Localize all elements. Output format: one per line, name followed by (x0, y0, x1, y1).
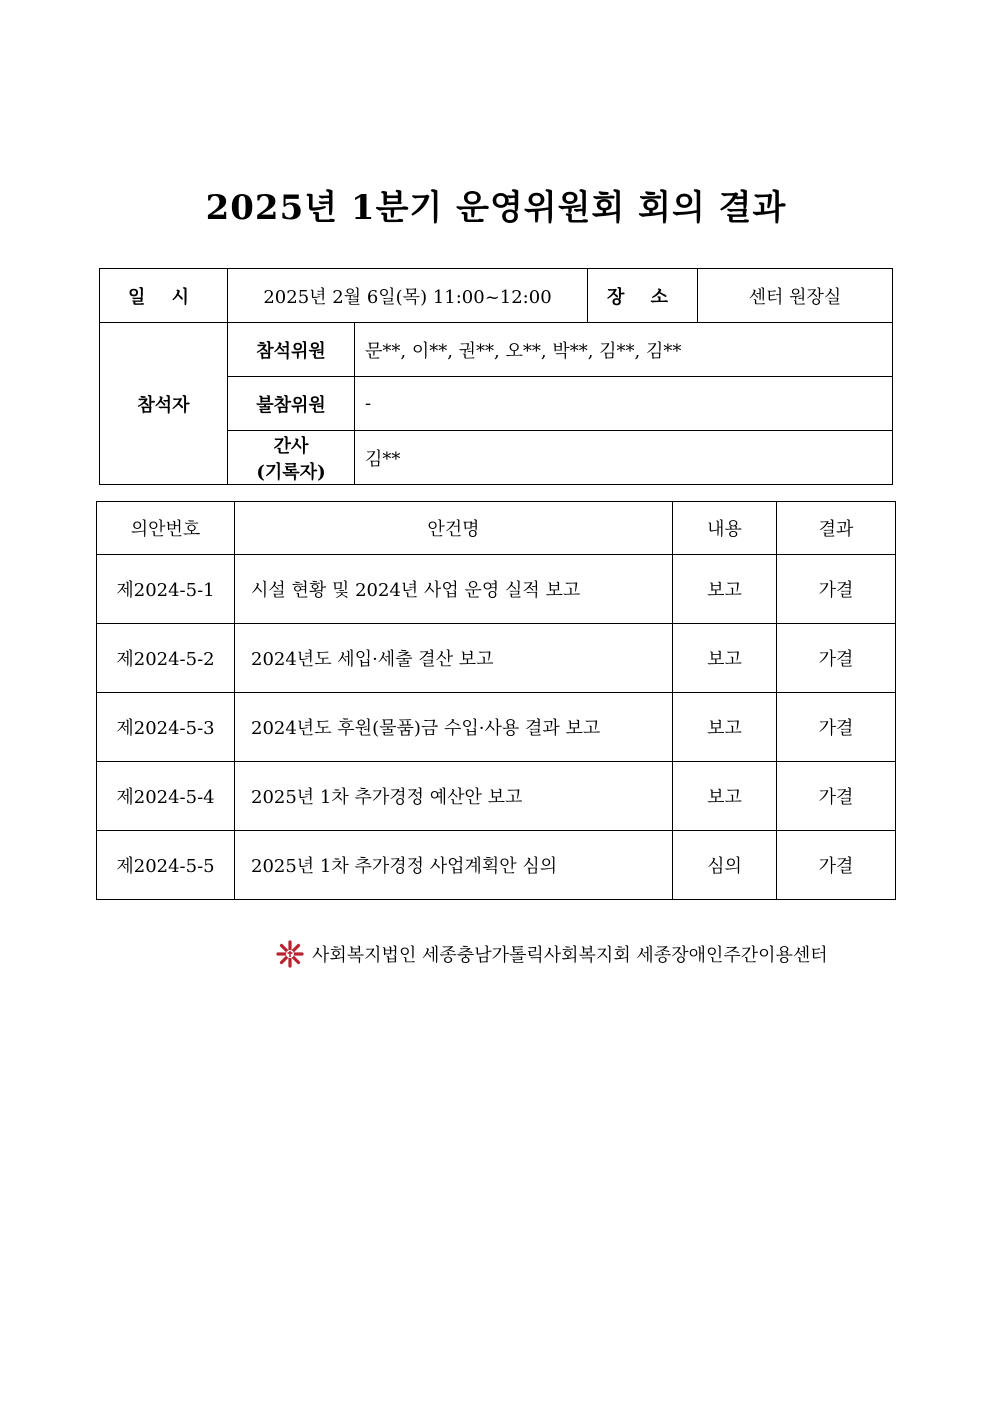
agenda-title: 2025년 1차 추가경정 예산안 보고 (235, 762, 673, 831)
agenda-number: 제2024-5-5 (97, 831, 235, 900)
agenda-result: 가결 (777, 831, 896, 900)
table-row (97, 555, 896, 624)
header-number: 의안번호 (97, 502, 235, 555)
organization-footer (276, 940, 828, 968)
agenda-result: 가결 (777, 624, 896, 693)
present-value: 문**, 이**, 권**, 오**, 박**, 김**, 김** (355, 323, 893, 377)
table-row (97, 762, 896, 831)
agenda-content: 보고 (673, 555, 777, 624)
header-content: 내용 (673, 502, 777, 555)
agenda-result: 가결 (777, 762, 896, 831)
secretary-label-line2: (기록자) (256, 461, 326, 483)
agenda-content: 심의 (673, 831, 777, 900)
secretary-value: 김** (355, 431, 893, 485)
agenda-result: 가결 (777, 555, 896, 624)
header-result: 결과 (777, 502, 896, 555)
agenda-header-row (97, 502, 896, 555)
datetime-label: 일 시 (100, 269, 228, 323)
secretary-label (228, 431, 355, 485)
header-title: 안건명 (235, 502, 673, 555)
table-row (97, 624, 896, 693)
secretary-label-line1: 간사 (273, 435, 309, 457)
agenda-title: 2024년도 세입·세출 결산 보고 (235, 624, 673, 693)
place-value: 센터 원장실 (698, 269, 893, 323)
agenda-title: 2024년도 후원(물품)금 수입·사용 결과 보고 (235, 693, 673, 762)
datetime-value: 2025년 2월 6일(목) 11:00~12:00 (228, 269, 588, 323)
agenda-title: 2025년 1차 추가경정 사업계획안 심의 (235, 831, 673, 900)
present-label: 참석위원 (228, 323, 355, 377)
agenda-number: 제2024-5-4 (97, 762, 235, 831)
agenda-number: 제2024-5-2 (97, 624, 235, 693)
attendees-label: 참석자 (100, 323, 228, 485)
table-row (97, 831, 896, 900)
agenda-number: 제2024-5-3 (97, 693, 235, 762)
agenda-content: 보고 (673, 762, 777, 831)
table-row (97, 693, 896, 762)
agenda-content: 보고 (673, 693, 777, 762)
caritas-logo-icon (276, 940, 304, 968)
absent-value: - (355, 377, 893, 431)
agenda-content: 보고 (673, 624, 777, 693)
agenda-result: 가결 (777, 693, 896, 762)
organization-name: 사회복지법인 세종충남가톨릭사회복지회 세종장애인주간이용센터 (312, 945, 828, 966)
agenda-table (96, 501, 896, 900)
absent-label: 불참위원 (228, 377, 355, 431)
agenda-title: 시설 현황 및 2024년 사업 운영 실적 보고 (235, 555, 673, 624)
place-label: 장 소 (588, 269, 698, 323)
agenda-number: 제2024-5-1 (97, 555, 235, 624)
page-title: 2025년 1분기 운영위원회 회의 결과 (205, 188, 787, 228)
meeting-info-table (99, 268, 893, 485)
